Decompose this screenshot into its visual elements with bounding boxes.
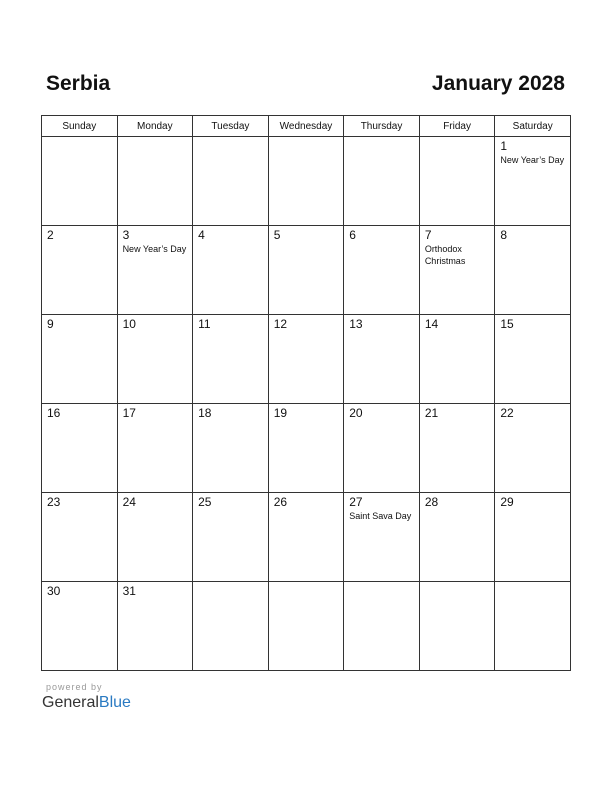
day-number: 17 — [122, 406, 136, 420]
week-row — [42, 582, 571, 671]
day-cell-22 — [495, 404, 571, 493]
holiday-label: Orthodox Christmas — [424, 244, 466, 266]
day-cell-2 — [42, 226, 118, 315]
generalblue-logo[interactable] — [42, 694, 131, 712]
day-cell-11 — [193, 315, 269, 404]
calendar-grid — [41, 115, 571, 671]
day-cell-9 — [42, 315, 118, 404]
day-cell-3 — [117, 226, 193, 315]
day-cell-16 — [42, 404, 118, 493]
empty-day-cell — [42, 137, 118, 226]
day-number: 21 — [424, 406, 439, 420]
day-number: 26 — [273, 495, 288, 509]
day-cell-30 — [42, 582, 118, 671]
day-cell-23 — [42, 493, 118, 582]
day-cell-24 — [117, 493, 193, 582]
day-cell-5 — [268, 226, 344, 315]
day-cell-18 — [193, 404, 269, 493]
empty-day-cell — [268, 137, 344, 226]
week-row — [42, 493, 571, 582]
day-cell-14 — [419, 315, 495, 404]
day-number: 1 — [500, 139, 508, 153]
day-cell-25 — [193, 493, 269, 582]
month-title: January 2028 — [431, 72, 565, 95]
week-row — [42, 226, 571, 315]
weekday-wednesday: Wednesday — [268, 116, 344, 137]
brand-general: General — [42, 694, 99, 711]
day-cell-27 — [344, 493, 420, 582]
weekday-friday: Friday — [419, 116, 495, 137]
weekday-sunday: Sunday — [42, 116, 118, 137]
day-number: 15 — [500, 317, 514, 331]
empty-day-cell — [193, 137, 269, 226]
day-cell-10 — [117, 315, 193, 404]
day-number: 8 — [500, 228, 508, 242]
empty-day-cell — [193, 582, 269, 671]
empty-day-cell — [344, 137, 420, 226]
day-number: 16 — [47, 406, 61, 420]
day-cell-17 — [117, 404, 193, 493]
day-cell-15 — [495, 315, 571, 404]
day-number: 13 — [349, 317, 363, 331]
holiday-label: Saint Sava Day — [349, 511, 412, 521]
powered-by-label: powered by — [46, 682, 103, 692]
day-cell-4 — [193, 226, 269, 315]
day-cell-7 — [419, 226, 495, 315]
day-cell-1 — [495, 137, 571, 226]
day-number: 12 — [273, 317, 288, 331]
day-number: 3 — [122, 228, 130, 242]
country-title: Serbia — [46, 72, 111, 95]
day-cell-19 — [268, 404, 344, 493]
day-number: 22 — [500, 406, 514, 420]
day-number: 20 — [349, 406, 363, 420]
day-cell-12 — [268, 315, 344, 404]
holiday-label: New Year’s Day — [500, 155, 565, 165]
day-cell-21 — [419, 404, 495, 493]
day-number: 19 — [273, 406, 288, 420]
day-number: 25 — [198, 495, 212, 509]
weekday-tuesday: Tuesday — [193, 116, 269, 137]
empty-day-cell — [344, 582, 420, 671]
weekday-saturday: Saturday — [495, 116, 571, 137]
day-cell-29 — [495, 493, 571, 582]
empty-day-cell — [117, 137, 193, 226]
day-cell-26 — [268, 493, 344, 582]
day-number: 29 — [500, 495, 514, 509]
day-cell-31 — [117, 582, 193, 671]
day-number: 9 — [47, 317, 54, 331]
day-number: 28 — [424, 495, 439, 509]
day-number: 4 — [198, 228, 205, 242]
day-number: 2 — [47, 228, 54, 242]
empty-day-cell — [419, 137, 495, 226]
weekday-header-row — [42, 116, 571, 137]
day-number: 7 — [424, 228, 432, 242]
brand-blue: Blue — [98, 694, 131, 711]
week-row — [42, 315, 571, 404]
day-number: 31 — [122, 584, 136, 598]
day-number: 10 — [122, 317, 136, 331]
weekday-thursday: Thursday — [344, 116, 420, 137]
day-cell-13 — [344, 315, 420, 404]
day-number: 14 — [424, 317, 439, 331]
day-number: 30 — [47, 584, 61, 598]
empty-day-cell — [495, 582, 571, 671]
day-number: 27 — [349, 495, 363, 509]
empty-day-cell — [268, 582, 344, 671]
week-row — [42, 137, 571, 226]
day-cell-20 — [344, 404, 420, 493]
day-number: 11 — [198, 317, 211, 331]
day-cell-6 — [344, 226, 420, 315]
day-number: 5 — [273, 228, 281, 242]
day-number: 24 — [122, 495, 136, 509]
week-row — [42, 404, 571, 493]
empty-day-cell — [419, 582, 495, 671]
day-number: 6 — [349, 228, 356, 242]
day-number: 23 — [47, 495, 61, 509]
day-cell-8 — [495, 226, 571, 315]
weekday-monday: Monday — [117, 116, 193, 137]
holiday-label: New Year’s Day — [122, 244, 187, 254]
day-number: 18 — [198, 406, 212, 420]
day-cell-28 — [419, 493, 495, 582]
